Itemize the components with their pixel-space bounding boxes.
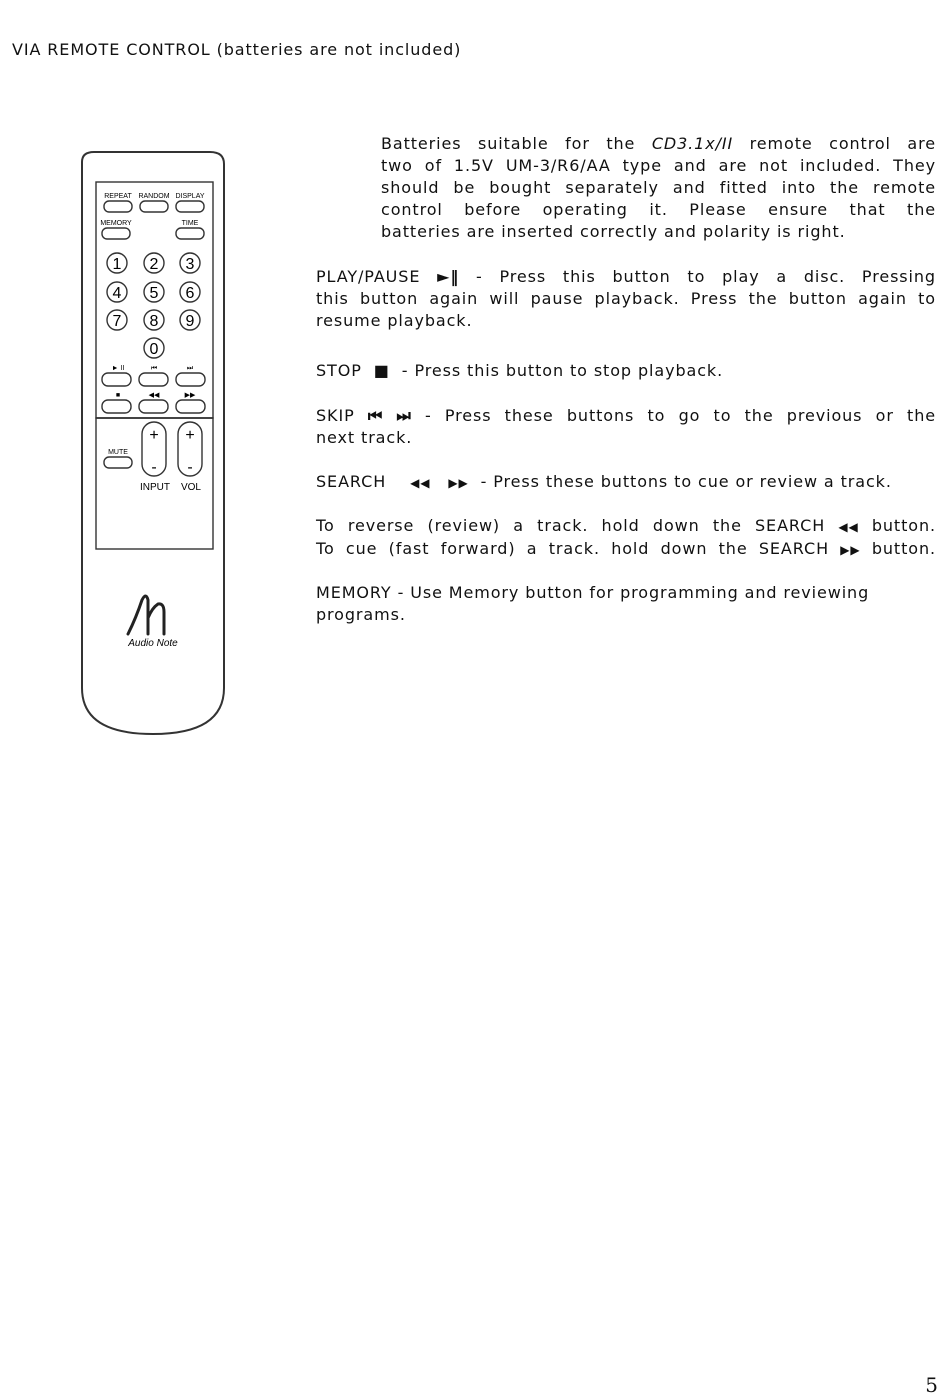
stop-icon: ■ [373,361,390,380]
rewind-key-label: ◀◀ [148,392,160,399]
mute-button [104,457,132,468]
play-pause-section [316,266,936,332]
skip-next-icon: ⏭ [396,406,412,425]
skip-line-1 [316,405,936,427]
memory-line-2: programs. [316,605,406,624]
search-text: - Press these buttons to cue or review a track. [480,472,892,491]
stop-text: - Press this button to stop playback. [401,361,724,380]
time-button [176,228,204,239]
skip-prev-key [139,373,168,386]
display-label: DISPLAY [175,193,205,200]
play-pause-key-label: ► II [111,365,125,372]
play-pause-icon: ►‖ [437,267,460,286]
cue-search-icon: ▶▶ [840,543,861,557]
digit-8-label: 8 [149,313,159,330]
fast-forward-key-label: ▶▶ [184,392,196,399]
play-pause-term: PLAY/PAUSE [316,267,421,286]
vol-plus: + [185,427,195,444]
batteries-paragraph [381,133,936,243]
batteries-line-1 [381,133,936,155]
repeat-button [104,201,132,212]
stop-term: STOP [316,361,362,380]
search-section [316,471,936,494]
rewind-key [139,400,168,413]
skip-prev-icon: ⏮ [367,406,384,425]
model-name: CD3.1x/II [651,134,734,153]
skip-section [316,405,936,449]
play-pause-line-1 [316,266,936,288]
input-label: INPUT [140,482,170,493]
vol-label: VOL [180,482,202,493]
batteries-line-1-post: remote control are [733,134,936,153]
search-term: SEARCH [316,472,387,491]
digit-2-label: 2 [149,256,159,273]
fast-forward-key [176,400,205,413]
time-label: TIME [181,220,199,227]
stop-line [316,360,936,382]
stop-key [102,400,131,413]
stop-section [316,360,936,382]
reverse-search-icon: ◀◀ [838,520,859,534]
batteries-line-2: two of 1.5V UM-3/R6/AA type and are not included. They [381,156,936,175]
search-rewind-icon: ◀◀ [410,476,431,490]
batteries-line-5: batteries are inserted correctly and polarity is right. [381,222,846,241]
reverse-line-pre: To reverse (review) a track. hold down the SEARCH [316,516,826,535]
skip-line-2: next track. [316,428,413,447]
reverse-line-post: button. [871,516,936,535]
vol-minus: - [187,459,193,476]
skip-line-1-text: - Press these buttons to go to the previous or the [424,406,936,425]
cue-line-post: button. [871,539,936,558]
input-plus: + [149,427,159,444]
memory-line-1: MEMORY - Use Memory button for programming and reviewing [316,583,870,602]
random-button [140,201,168,212]
memory-label: MEMORY [100,220,132,227]
repeat-label: REPEAT [104,193,132,200]
digit-3-label: 3 [185,256,195,273]
batteries-line-1-pre: Batteries suitable for the [381,134,652,153]
cue-line-pre: To cue (fast forward) a track. hold down the SEARCH [316,539,829,558]
play-pause-line-3: resume playback. [316,311,473,330]
memory-section [316,582,936,626]
digit-6-label: 6 [185,285,195,302]
batteries-line-3: should be bought separately and fitted into the remote [381,178,936,197]
digit-0-label: 0 [149,341,159,358]
display-button [176,201,204,212]
batteries-line-4: control before operating it. Please ensure that the [381,200,936,219]
mute-label: MUTE [108,449,128,456]
random-label: RANDOM [138,193,170,200]
remote-control-illustration [78,148,230,740]
input-minus: - [151,459,157,476]
stop-key-label: ■ [115,392,121,399]
search-line [316,471,936,494]
digit-5-label: 5 [149,285,159,302]
skip-term: SKIP [316,406,355,425]
play-pause-key [102,373,131,386]
reverse-line [316,515,936,538]
digit-9-label: 9 [185,313,195,330]
page-number: 5 [925,1373,938,1397]
skip-next-key [176,373,205,386]
digit-1-label: 1 [112,256,122,273]
play-pause-line-1-text: - Press this button to play a disc. Pressing [476,267,936,286]
play-pause-line-2: this button again will pause playback. Press the button again to [316,289,936,308]
audio-note-brand-text: Audio Note [128,638,178,649]
skip-prev-key-label: ⏮ [150,365,158,372]
digit-7-label: 7 [112,313,122,330]
memory-button [102,228,130,239]
skip-next-key-label: ⏭ [186,365,194,372]
cue-line [316,538,936,561]
reverse-cue-section [316,515,936,561]
digit-4-label: 4 [112,285,122,302]
search-forward-icon: ▶▶ [448,476,469,490]
page-heading: VIA REMOTE CONTROL (batteries are not included) [12,40,462,59]
